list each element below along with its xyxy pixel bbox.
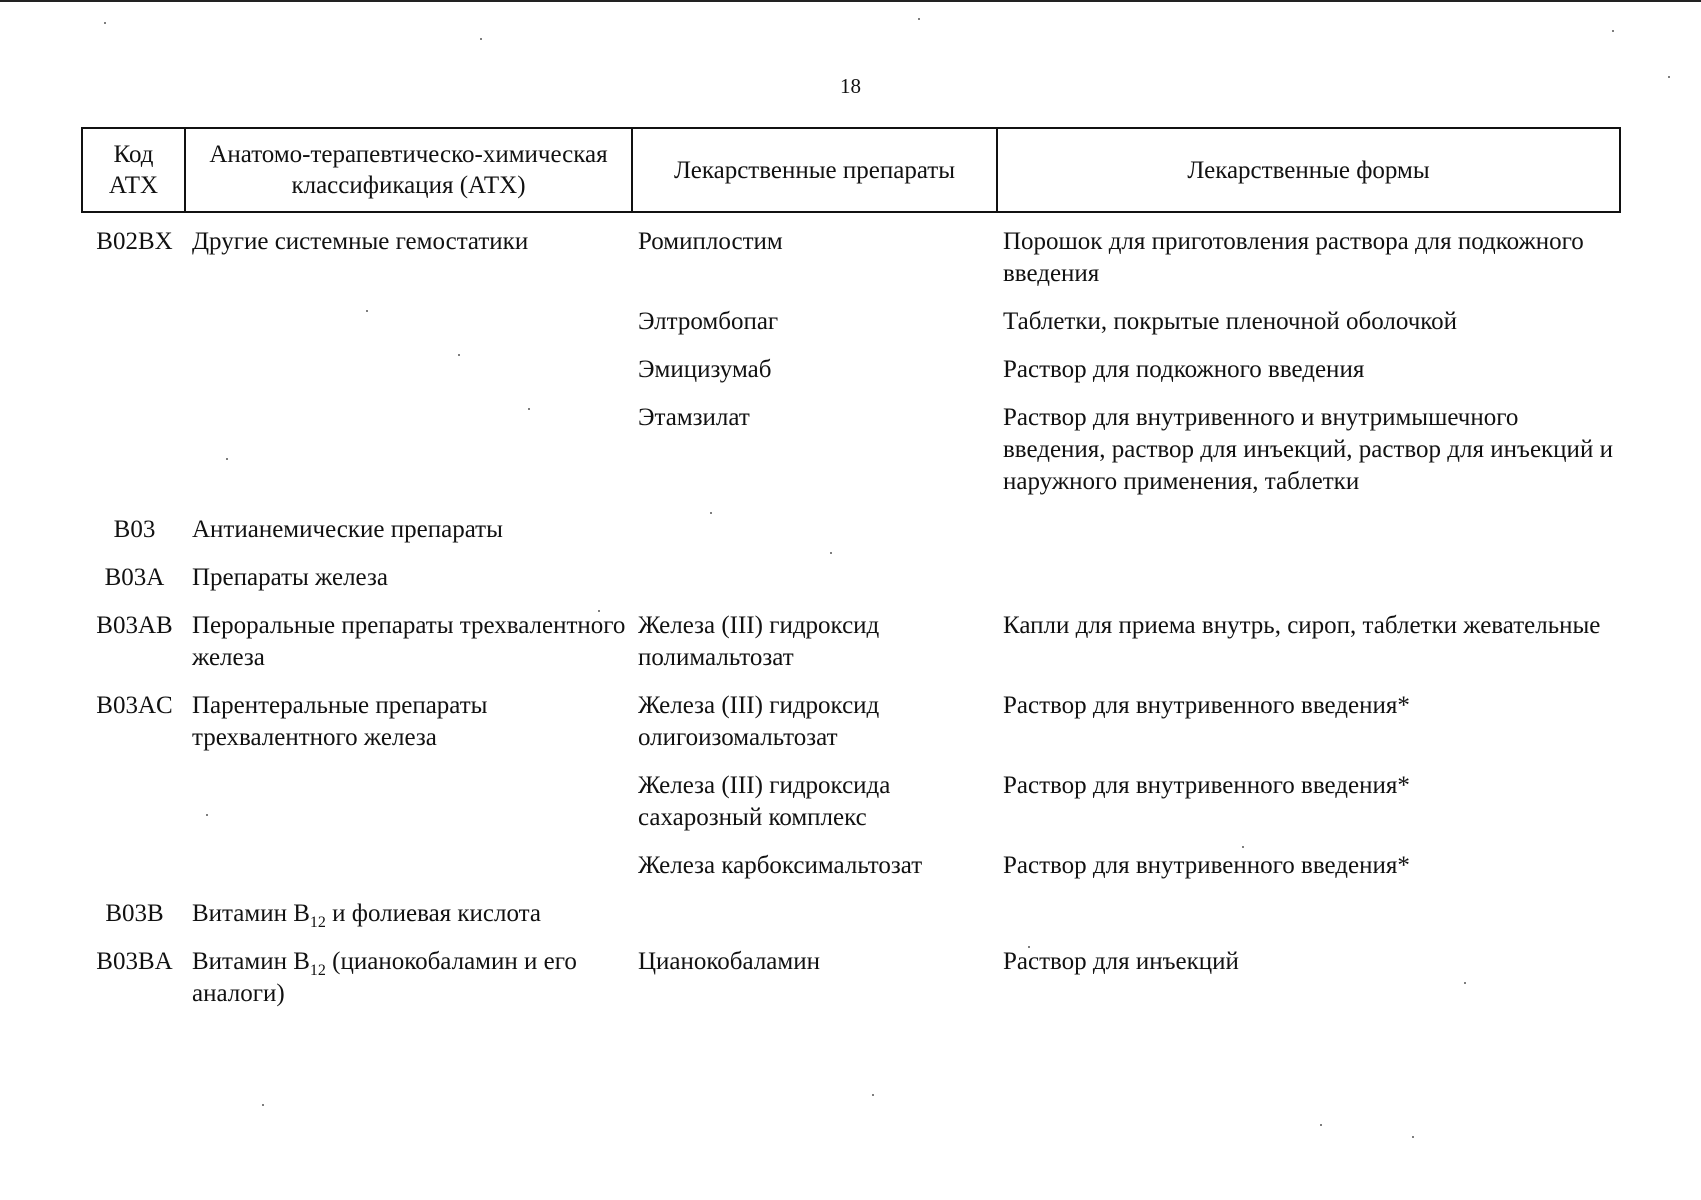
table-body — [83, 226, 1619, 1026]
atx-classification: Парентеральные препараты трехвалентного железа — [192, 692, 488, 751]
drug-name: Железа (III) гидроксида сахарозный комплекс — [638, 772, 891, 831]
table-row — [83, 226, 1619, 290]
classification-text: Витамин B — [192, 900, 310, 927]
atx-classification: Препараты железа — [192, 564, 388, 591]
scan-speck — [1612, 30, 1614, 32]
dosage-form — [998, 514, 1619, 546]
atx-code: B03AB — [96, 612, 173, 639]
classification-text: Витамин B — [192, 948, 310, 975]
subscript-12: 12 — [309, 914, 326, 931]
scan-speck — [226, 458, 228, 460]
scan-speck — [830, 552, 832, 554]
drug-name — [633, 562, 998, 594]
table-row — [83, 402, 1619, 498]
page-number: 18 — [840, 74, 861, 98]
atx-code: B03BA — [96, 948, 173, 975]
drug-name: Цианокобаламин — [638, 948, 820, 975]
atx-classification — [186, 306, 633, 338]
atx-code: B03A — [104, 564, 165, 591]
drug-name: Эмицизумаб — [638, 356, 772, 383]
table-row — [83, 898, 1619, 930]
table-row — [83, 610, 1619, 674]
table-row — [83, 850, 1619, 882]
drug-name — [633, 514, 998, 546]
atx-classification — [186, 770, 633, 834]
scan-speck — [1242, 846, 1244, 848]
atx-classification — [186, 850, 633, 882]
table-row — [83, 946, 1619, 1010]
dosage-form: Раствор для внутривенного введения* — [1003, 772, 1410, 799]
scan-speck — [872, 1094, 874, 1096]
atx-code — [83, 850, 186, 882]
top-border-line — [0, 0, 1701, 2]
subscript-12: 12 — [309, 962, 326, 979]
atx-code: B03AC — [96, 692, 173, 719]
dosage-form: Раствор для подкожного введения — [1003, 356, 1365, 383]
atx-classification — [186, 402, 633, 498]
atx-code — [83, 402, 186, 498]
atx-classification: Другие системные гемостатики — [192, 228, 529, 255]
atx-classification — [186, 898, 633, 930]
scan-speck — [1668, 76, 1670, 78]
scan-speck — [528, 408, 530, 410]
scan-speck — [366, 310, 368, 312]
atx-code — [83, 306, 186, 338]
scan-speck — [104, 22, 106, 24]
table-header — [81, 127, 1621, 213]
drug-name: Железа (III) гидроксид олигоизомальтозат — [638, 692, 880, 751]
dosage-form — [998, 898, 1619, 930]
table-row — [83, 514, 1619, 546]
dosage-form: Раствор для внутривенного введения* — [1003, 692, 1410, 719]
atx-code — [83, 354, 186, 386]
atx-code: B03 — [113, 516, 156, 543]
atx-classification: Антианемические препараты — [192, 516, 503, 543]
drug-name: Этамзилат — [638, 404, 750, 431]
scan-speck — [1464, 982, 1466, 984]
classification-text: (цианокобаламин и его аналоги) — [192, 948, 577, 1007]
dosage-form — [998, 562, 1619, 594]
atx-classification — [186, 354, 633, 386]
dosage-form: Раствор для внутривенного введения* — [1003, 852, 1410, 879]
scan-speck — [1028, 946, 1030, 948]
header-code: Код АТХ — [83, 129, 186, 211]
dosage-form: Порошок для приготовления раствора для подкожного введения — [1003, 228, 1584, 287]
header-forms: Лекарственные формы — [1187, 156, 1430, 184]
dosage-form: Раствор для внутривенного и внутримышечного введения, раствор для инъекций, раствор для инъекций и наружного применения, таблетки — [1003, 404, 1613, 495]
scan-speck — [1320, 1124, 1322, 1126]
dosage-form: Капли для приема внутрь, сироп, таблетки жевательные — [1003, 612, 1601, 639]
scan-speck — [918, 18, 920, 20]
table-row — [83, 306, 1619, 338]
atx-code — [83, 770, 186, 834]
atx-code: B02BX — [96, 228, 173, 255]
table-row — [83, 562, 1619, 594]
scan-speck — [458, 354, 460, 356]
header-drugs: Лекарственные препараты — [633, 129, 998, 211]
scan-speck — [710, 512, 712, 514]
scan-speck — [206, 814, 208, 816]
drug-name — [633, 898, 998, 930]
scan-speck — [262, 1104, 264, 1106]
atx-code: B03B — [105, 900, 164, 927]
drug-name: Ромиплостим — [638, 228, 783, 255]
scan-speck — [1412, 1136, 1414, 1138]
dosage-form: Таблетки, покрытые пленочной оболочкой — [1003, 308, 1458, 335]
atx-classification: Пероральные препараты трехвалентного железа — [192, 612, 626, 671]
table-row — [83, 354, 1619, 386]
scan-speck — [480, 38, 482, 40]
drug-name: Железа (III) гидроксид полимальтозат — [638, 612, 880, 671]
drug-name: Элтромбопаг — [638, 308, 779, 335]
drug-name: Железа карбоксимальтозат — [638, 852, 923, 879]
atx-classification — [186, 946, 633, 1010]
classification-text: и фолиевая кислота — [325, 900, 542, 927]
scan-speck — [598, 610, 600, 612]
dosage-form: Раствор для инъекций — [1003, 948, 1239, 975]
table-row — [83, 690, 1619, 754]
table-row — [83, 770, 1619, 834]
header-classification: Анатомо-терапевтическо-химическая классификация (АТХ) — [186, 129, 633, 211]
